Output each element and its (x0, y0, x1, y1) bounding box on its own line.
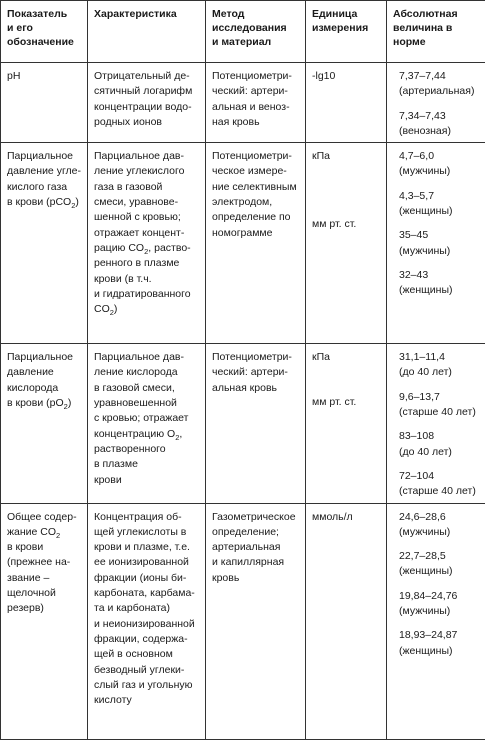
text-fragment: Парциальное (7, 150, 73, 162)
text-fragment: (мужчины) (399, 165, 450, 177)
header-row (1, 1, 485, 63)
text-fragment: смеси, уравнове- (94, 196, 178, 208)
text-line (399, 283, 481, 298)
text-fragment: крови (94, 474, 122, 486)
text-fragment: рацию CO (94, 242, 144, 254)
method-cell (206, 143, 306, 344)
text-line (7, 601, 83, 616)
text-fragment: ческое измере- (212, 165, 287, 177)
text-fragment: кислоту (94, 694, 132, 706)
text-line (399, 228, 481, 243)
text-line (212, 195, 301, 210)
text-line (399, 149, 481, 164)
text-fragment: ) (75, 196, 79, 208)
norm-cell (387, 503, 485, 739)
text-fragment: жание CO (7, 526, 56, 538)
text-fragment: и неионизированной (94, 618, 195, 630)
unit-primary: ммоль/л (312, 510, 382, 525)
text-line (212, 115, 301, 130)
text-line (399, 429, 481, 444)
text-line (94, 555, 201, 570)
text-line (399, 604, 481, 619)
text-fragment: 4,3–5,7 (399, 190, 434, 202)
text-line (94, 195, 201, 210)
norm-cell (387, 344, 485, 503)
unit-cell (306, 63, 387, 143)
norm-cell (387, 143, 485, 344)
text-fragment: 4,7–6,0 (399, 150, 434, 162)
unit-cell (306, 344, 387, 503)
text-fragment: слый газ и угольную (94, 679, 193, 691)
text-line (399, 510, 481, 525)
text-line (94, 365, 201, 380)
text-fragment: (венозная) (399, 125, 451, 137)
text-line (399, 164, 481, 179)
text-fragment: в крови (7, 541, 43, 553)
text-fragment: в крови (pCO (7, 196, 71, 208)
text-fragment: альная и веноз- (212, 101, 290, 113)
text-line (94, 601, 201, 616)
text-fragment: безводный углеки- (94, 664, 184, 676)
text-line (399, 484, 481, 499)
header-line: Абсолютная (393, 7, 481, 21)
text-line (399, 390, 481, 405)
subscript: 2 (71, 201, 75, 210)
method-cell (206, 63, 306, 143)
indicator-cell (1, 143, 88, 344)
text-line (94, 663, 201, 678)
text-line (399, 204, 481, 219)
text-line (399, 189, 481, 204)
text-fragment: ная кровь (212, 116, 260, 128)
text-line (94, 241, 201, 256)
text-line (7, 555, 83, 570)
text-fragment: (мужчины) (399, 605, 450, 617)
text-fragment: альная кровь (212, 382, 277, 394)
text-line (212, 510, 301, 525)
text-line (94, 302, 201, 317)
text-fragment: электродом, (212, 196, 272, 208)
text-line (94, 100, 201, 115)
text-fragment: (женщины) (399, 565, 453, 577)
text-fragment: ) (68, 397, 72, 409)
text-fragment: кровь (212, 572, 239, 584)
header-unit (306, 1, 387, 63)
text-line (94, 287, 201, 302)
text-fragment: и капиллярная (212, 556, 284, 568)
text-line (399, 549, 481, 564)
text-fragment: (мужчины) (399, 526, 450, 538)
text-line (399, 365, 481, 380)
text-fragment: Потенциометри- (212, 150, 292, 162)
text-line (7, 586, 83, 601)
text-fragment: артериальная (212, 541, 280, 553)
text-line (94, 647, 201, 662)
text-fragment: Потенциометри- (212, 351, 292, 363)
text-fragment: шенной с кровью; (94, 211, 181, 223)
text-fragment: сятичный логарифм (94, 85, 192, 97)
text-line (94, 69, 201, 84)
text-fragment: , (179, 428, 182, 440)
header-line: обозначение (7, 35, 83, 49)
text-fragment: в плазме (94, 458, 138, 470)
text-fragment: ческий: артери- (212, 85, 288, 97)
text-fragment: Парциальное дав- (94, 150, 184, 162)
text-fragment: кислорода (7, 382, 58, 394)
text-line (399, 268, 481, 283)
table-row (1, 503, 485, 739)
text-line (94, 396, 201, 411)
text-fragment: давление (7, 366, 54, 378)
text-fragment: определение; (212, 526, 279, 538)
unit-secondary: мм рт. ст. (312, 395, 382, 410)
text-fragment: (старше 40 лет) (399, 485, 476, 497)
text-line (94, 350, 201, 365)
text-line (94, 586, 201, 601)
text-fragment: 72–104 (399, 470, 434, 482)
text-line (94, 427, 201, 442)
text-line (7, 540, 83, 555)
text-fragment: Парциальное (7, 351, 73, 363)
text-fragment: концентрации водо- (94, 101, 192, 113)
characteristic-cell (88, 344, 206, 503)
text-line (94, 210, 201, 225)
text-fragment: (женщины) (399, 284, 453, 296)
text-line (7, 381, 83, 396)
text-fragment: определение по (212, 211, 291, 223)
text-line (94, 457, 201, 472)
text-line (7, 164, 83, 179)
text-fragment: CO (94, 303, 110, 315)
text-line (212, 555, 301, 570)
text-line (399, 109, 481, 124)
text-fragment: крови и плазме, т.е. (94, 541, 190, 553)
text-fragment: та и карбоната) (94, 602, 170, 614)
text-fragment: щей в основном (94, 648, 173, 660)
header-line: Показатель (7, 7, 83, 21)
text-line (94, 693, 201, 708)
text-line (399, 564, 481, 579)
text-line (94, 510, 201, 525)
text-line (94, 149, 201, 164)
text-fragment: 31,1–11,4 (399, 351, 445, 363)
header-characteristic (88, 1, 206, 63)
text-line (212, 164, 301, 179)
text-fragment: Потенциометри- (212, 70, 292, 82)
text-line (7, 525, 83, 540)
text-fragment: газа в газовой (94, 181, 162, 193)
text-fragment: 9,6–13,7 (399, 391, 440, 403)
text-line (212, 525, 301, 540)
text-fragment: Общее содер- (7, 511, 77, 523)
header-line: норме (393, 35, 481, 49)
unit-secondary: мм рт. ст. (312, 217, 382, 232)
characteristic-cell (88, 503, 206, 739)
text-line (94, 442, 201, 457)
text-fragment: (артериальная) (399, 85, 474, 97)
text-fragment: концентрацию O (94, 428, 175, 440)
text-fragment: щелочной (7, 587, 56, 599)
header-indicator (1, 1, 88, 63)
text-line (399, 350, 481, 365)
text-fragment: карбоната, карбама- (94, 587, 195, 599)
subscript: 2 (64, 402, 68, 411)
text-fragment: уравновешенной (94, 397, 177, 409)
text-line (7, 195, 83, 210)
header-line: измерения (312, 21, 382, 35)
text-line (399, 525, 481, 540)
text-line (94, 632, 201, 647)
subscript: 2 (110, 308, 114, 317)
text-line (94, 164, 201, 179)
header-line: и материал (212, 35, 301, 49)
text-fragment: и гидратированного (94, 288, 191, 300)
text-fragment: (до 40 лет) (399, 446, 452, 458)
text-line (94, 678, 201, 693)
table-row (1, 63, 485, 143)
text-line (212, 149, 301, 164)
unit-cell (306, 503, 387, 739)
text-fragment: (прежнее на- (7, 556, 70, 568)
text-line (7, 149, 83, 164)
text-fragment: кислого газа (7, 181, 67, 193)
text-fragment: крови (в т.ч. (94, 273, 152, 285)
text-line (94, 617, 201, 632)
text-fragment: давление углe- (7, 165, 81, 177)
text-line (94, 272, 201, 287)
text-line (212, 365, 301, 380)
subscript: 2 (175, 433, 179, 442)
indicator-cell (1, 63, 88, 143)
header-line: Метод (212, 7, 301, 21)
header-line: исследования (212, 21, 301, 35)
text-line (7, 69, 83, 84)
text-line (212, 84, 301, 99)
text-line (212, 210, 301, 225)
text-line (212, 180, 301, 195)
text-line (399, 244, 481, 259)
text-fragment: Концентрация об- (94, 511, 182, 523)
text-fragment: ние селективным (212, 181, 297, 193)
text-fragment: ление углекислого (94, 165, 184, 177)
unit-primary: кПа (312, 350, 382, 365)
text-line (94, 540, 201, 555)
header-line: Единица (312, 7, 382, 21)
text-line (399, 124, 481, 139)
text-line (399, 405, 481, 420)
text-line (212, 226, 301, 241)
text-fragment: 24,6–28,6 (399, 511, 446, 523)
text-line (399, 644, 481, 659)
method-cell (206, 503, 306, 739)
text-fragment: (мужчины) (399, 245, 450, 257)
text-line (399, 445, 481, 460)
text-fragment: с кровью; отражает (94, 412, 188, 424)
text-fragment: (старше 40 лет) (399, 406, 476, 418)
text-fragment: 32–43 (399, 269, 428, 281)
text-fragment: в газовой смеси, (94, 382, 175, 394)
text-fragment: ческий: артери- (212, 366, 288, 378)
unit-primary: -lg10 (312, 69, 382, 84)
text-line (94, 226, 201, 241)
text-line (399, 84, 481, 99)
text-fragment: растворенного (94, 443, 166, 455)
text-fragment: 35–45 (399, 229, 428, 241)
text-line (94, 411, 201, 426)
text-line (94, 256, 201, 271)
text-fragment: резерв) (7, 602, 44, 614)
text-line (7, 350, 83, 365)
subscript: 2 (144, 247, 148, 256)
text-line (7, 365, 83, 380)
text-fragment: (женщины) (399, 645, 453, 657)
text-fragment: 22,7–28,5 (399, 550, 446, 562)
text-fragment: Газометрическое (212, 511, 296, 523)
text-line (399, 589, 481, 604)
text-fragment: ление кислорода (94, 366, 178, 378)
text-line (7, 396, 83, 411)
indicator-cell (1, 344, 88, 503)
text-fragment: в крови (pO (7, 397, 64, 409)
header-norm (387, 1, 485, 63)
text-line (212, 571, 301, 586)
text-fragment: 7,34–7,43 (399, 110, 446, 122)
method-cell (206, 344, 306, 503)
header-line: величина в (393, 21, 481, 35)
text-fragment: номограмме (212, 227, 272, 239)
text-line (212, 381, 301, 396)
text-line (94, 525, 201, 540)
text-line (7, 571, 83, 586)
text-fragment: отражает концент- (94, 227, 184, 239)
text-fragment: (до 40 лет) (399, 366, 452, 378)
text-fragment: ее ионизированной (94, 556, 189, 568)
text-line (94, 381, 201, 396)
text-line (399, 628, 481, 643)
text-fragment: Отрицательный де- (94, 70, 190, 82)
subscript: 2 (56, 531, 60, 540)
text-line (94, 473, 201, 488)
text-line (212, 100, 301, 115)
header-method (206, 1, 306, 63)
text-fragment: 19,84–24,76 (399, 590, 457, 602)
text-fragment: 7,37–7,44 (399, 70, 446, 82)
text-fragment: щей углекислоты в (94, 526, 186, 538)
text-line (94, 84, 201, 99)
text-fragment: Парциальное дав- (94, 351, 184, 363)
text-fragment: 18,93–24,87 (399, 629, 457, 641)
characteristic-cell (88, 63, 206, 143)
text-line (7, 510, 83, 525)
characteristic-cell (88, 143, 206, 344)
text-fragment: , раство- (148, 242, 190, 254)
header-line: Характеристика (94, 7, 201, 21)
text-line (94, 180, 201, 195)
header-line: и его (7, 21, 83, 35)
text-fragment: фракции (ионы би- (94, 572, 186, 584)
text-line (399, 69, 481, 84)
norm-cell (387, 63, 485, 143)
table-row (1, 143, 485, 344)
indicator-cell (1, 503, 88, 739)
text-line (212, 69, 301, 84)
unit-cell (306, 143, 387, 344)
text-fragment: ренного в плазме (94, 257, 179, 269)
text-line (212, 540, 301, 555)
text-fragment: ) (114, 303, 118, 315)
text-line (94, 115, 201, 130)
text-line (7, 180, 83, 195)
text-fragment: pH (7, 70, 20, 82)
text-fragment: 83–108 (399, 430, 434, 442)
text-fragment: (женщины) (399, 205, 453, 217)
table-row (1, 344, 485, 503)
unit-primary: кПа (312, 149, 382, 164)
text-fragment: звание – (7, 572, 49, 584)
text-line (399, 469, 481, 484)
text-line (212, 350, 301, 365)
text-fragment: фракции, содержа- (94, 633, 188, 645)
text-line (94, 571, 201, 586)
text-fragment: родных ионов (94, 116, 162, 128)
